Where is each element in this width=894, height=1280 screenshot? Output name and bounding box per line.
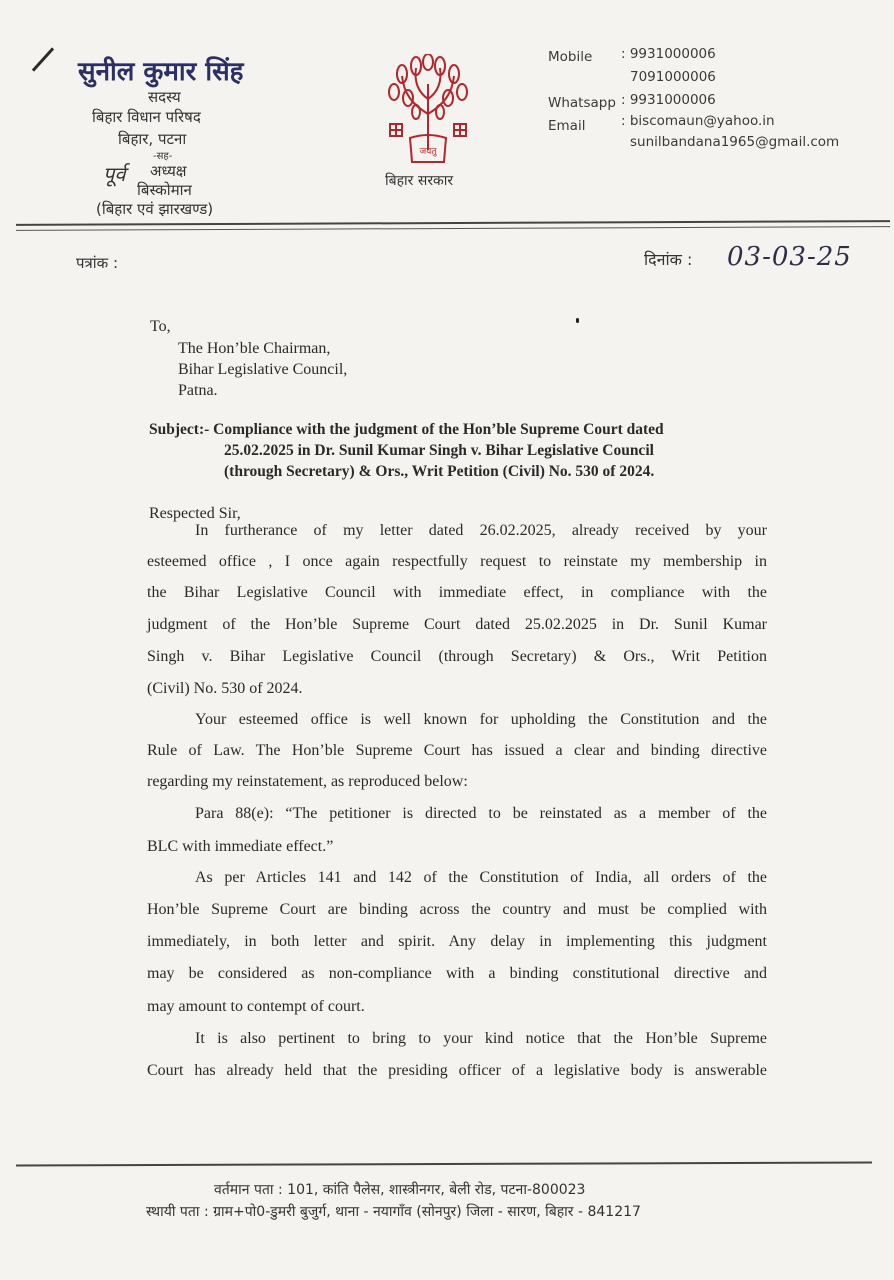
whatsapp-label: Whatsapp bbox=[548, 95, 616, 111]
letterhead-chairman: अध्यक्ष bbox=[150, 162, 187, 180]
paragraph-line: esteemed office , I once again respectfully request to reinstate my membership in bbox=[147, 553, 767, 570]
header-divider bbox=[16, 220, 890, 226]
subject-line-1: Subject:- Compliance with the judgment of the Hon’ble Supreme Court dated bbox=[149, 421, 664, 438]
addressee-city: Patna. bbox=[178, 382, 218, 399]
current-address: वर्तमान पता : 101, कांति पैलेस, शास्त्रीनगर, बेली रोड, पटना-800023 bbox=[214, 1182, 586, 1198]
date-label: दिनांक : bbox=[644, 250, 693, 269]
letterhead-co: -सह- bbox=[153, 151, 173, 162]
letterhead-region: (बिहार एवं झारखण्ड) bbox=[96, 200, 214, 218]
email-label: Email bbox=[548, 118, 586, 134]
email-2: sunilbandana1965@gmail.com bbox=[630, 134, 840, 150]
addressee-title: The Hon’ble Chairman, bbox=[178, 340, 331, 357]
letterhead-org: बिस्कोमान bbox=[137, 181, 192, 199]
ink-dot bbox=[576, 318, 579, 323]
paragraph-line: Singh v. Bihar Legislative Council (through Secretary) & Ors., Writ Petition bbox=[147, 648, 767, 665]
email-1: : biscomaun@yahoo.in bbox=[621, 113, 775, 129]
paragraph-line: may amount to contempt of court. bbox=[147, 998, 365, 1015]
paragraph-line: Para 88(e): “The petitioner is directed to be reinstated as a member of the bbox=[195, 805, 767, 822]
header-divider-thin bbox=[16, 226, 890, 231]
paragraph-line: As per Articles 141 and 142 of the Constitution of India, all orders of the bbox=[195, 869, 767, 886]
paragraph-line: Your esteemed office is well known for upholding the Constitution and the bbox=[195, 711, 767, 728]
paragraph-line: Hon’ble Supreme Court are binding across the country and must be complied with bbox=[147, 901, 767, 918]
paragraph-line: BLC with immediate effect.” bbox=[147, 838, 334, 855]
footer-divider bbox=[16, 1162, 872, 1167]
reference-label: पत्रांक : bbox=[76, 254, 119, 272]
mobile-number-1: : 9931000006 bbox=[621, 46, 716, 62]
mobile-label: Mobile bbox=[548, 49, 593, 65]
whatsapp-number: : 9931000006 bbox=[621, 92, 716, 108]
paragraph-line: It is also pertinent to bring to your kind notice that the Hon’ble Supreme bbox=[195, 1030, 767, 1047]
subject-line-3: (through Secretary) & Ors., Writ Petition (Civil) No. 530 of 2024. bbox=[224, 463, 655, 480]
letterhead-name: सुनील कुमार सिंह bbox=[78, 57, 244, 87]
permanent-address: स्थायी पता : ग्राम+पो0-डुमरी बुजुर्ग, थाना - नयागाँव (सोनपुर) जिला - सारण, बिहार - 841217 bbox=[146, 1204, 641, 1220]
paragraph-line: immediately, in both letter and spirit. Any delay in implementing this judgment bbox=[147, 933, 767, 950]
letterhead-council: बिहार विधान परिषद bbox=[92, 108, 201, 126]
paragraph-line: the Bihar Legislative Council with immediate effect, in compliance with the bbox=[147, 584, 767, 601]
paragraph-line: regarding my reinstatement, as reproduced below: bbox=[147, 773, 468, 790]
paragraph-line: Rule of Law. The Hon’ble Supreme Court has issued a clear and binding directive bbox=[147, 742, 767, 759]
handwritten-former: पूर्व bbox=[103, 162, 126, 186]
to-line: To, bbox=[150, 318, 171, 335]
addressee-body: Bihar Legislative Council, bbox=[178, 361, 348, 378]
paragraph-line: In furtherance of my letter dated 26.02.2025, already received by your bbox=[195, 522, 767, 539]
pen-mark bbox=[32, 47, 54, 71]
paragraph-line: (Civil) No. 530 of 2024. bbox=[147, 680, 303, 697]
mobile-number-2: 7091000006 bbox=[630, 69, 716, 85]
salutation: Respected Sir, bbox=[149, 505, 241, 522]
paragraph-line: judgment of the Hon’ble Supreme Court dated 25.02.2025 in Dr. Sunil Kumar bbox=[147, 616, 767, 633]
handwritten-date: 03-03-25 bbox=[727, 242, 852, 272]
paragraph-line: may be considered as non-compliance with a binding constitutional directive and bbox=[147, 965, 767, 982]
svg-text:जयतु: जयतु bbox=[419, 147, 437, 157]
emblem-caption: बिहार सरकार bbox=[385, 173, 454, 189]
bihar-emblem-icon bbox=[382, 54, 474, 172]
subject-line-2: 25.02.2025 in Dr. Sunil Kumar Singh v. Bihar Legislative Council bbox=[224, 442, 654, 459]
letterhead-place: बिहार, पटना bbox=[118, 130, 187, 148]
letterhead-designation: सदस्य bbox=[148, 88, 181, 106]
paragraph-line: Court has already held that the presiding officer of a legislative body is answerable bbox=[147, 1062, 767, 1079]
